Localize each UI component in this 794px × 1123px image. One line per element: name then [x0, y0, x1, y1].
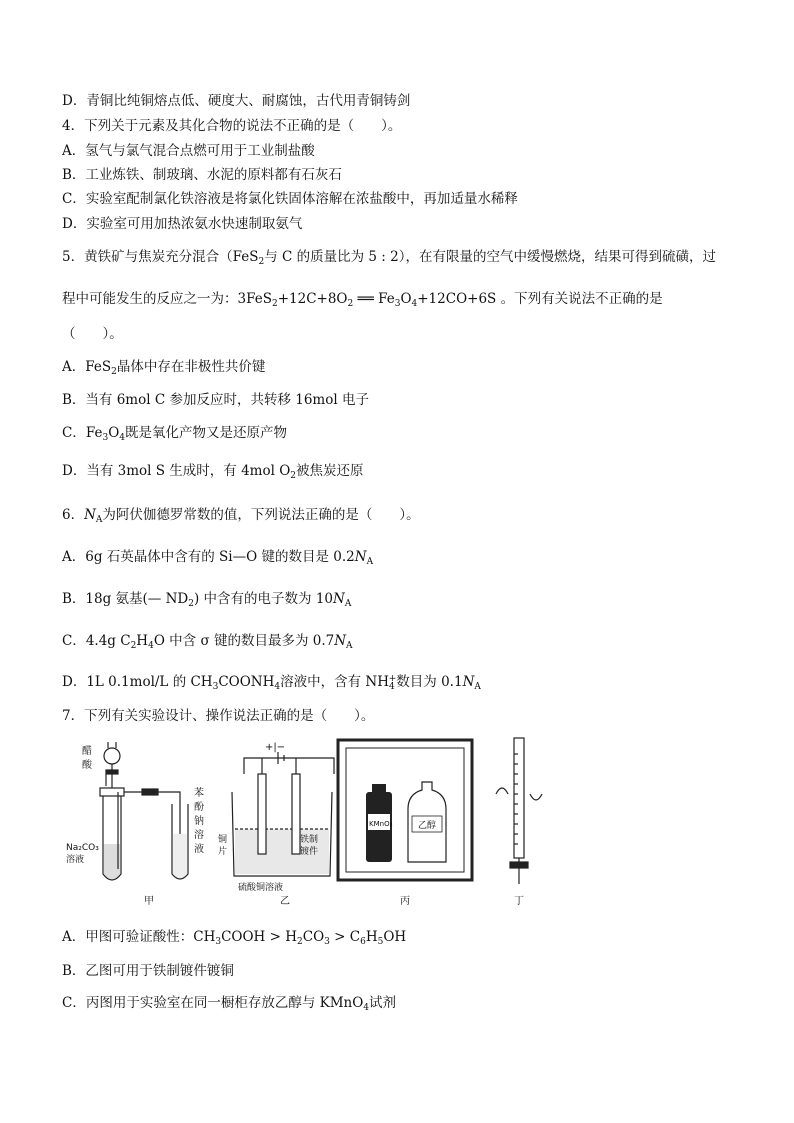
svg-text:苯: 苯	[194, 788, 204, 799]
option-4b: B．工业炼铁、制玻璃、水泥的原料都有石灰石	[62, 167, 342, 183]
option-4d-prev: D．青铜比纯铜熔点低、硬度大、耐腐蚀，古代用青铜铸剑	[62, 93, 411, 109]
svg-text:铁制: 铁制	[300, 835, 319, 845]
label-kmno4: KMnO₄	[369, 820, 393, 828]
question-4: 4．下列关于元素及其化合物的说法不正确的是（ ）。	[62, 118, 402, 134]
caption-bing: 丙	[400, 896, 410, 907]
label-ethanol: 乙醇	[418, 821, 437, 831]
option-5a: A．FeS$_2$晶体中存在非极性共价键	[62, 359, 266, 377]
svg-text:酚: 酚	[194, 802, 204, 813]
svg-text:酸: 酸	[82, 760, 92, 771]
option-4d: D．实验室可用加热浓氨水快速制取氨气	[62, 216, 303, 232]
option-7c: C．丙图用于实验室在同一橱柜存放乙醇与 KMnO$_4$试剂	[62, 995, 397, 1013]
svg-text:溶: 溶	[194, 830, 204, 841]
question-7: 7．下列有关实验设计、操作说法正确的是（ ）。	[62, 708, 375, 724]
option-7b: B．乙图可用于铁制镀件镀铜	[62, 963, 234, 979]
svg-text:液: 液	[194, 844, 204, 855]
svg-text:+|−: +|−	[265, 742, 286, 753]
experiment-figure	[62, 734, 562, 916]
option-7a: A．甲图可验证酸性：$CH_3COOH > H_2CO_3 > C_6H_5OH$	[62, 929, 407, 947]
option-6d: D．1L 0.1mol/L 的 $CH_3COONH_4$溶液中，含有 $NH_4^+$数目为 $0.1N_A$	[62, 674, 481, 692]
apparatus-yi	[232, 752, 334, 876]
svg-text:片: 片	[218, 847, 228, 857]
option-6b: B．18g 氨基(— $ND_2$) 中含有的电子数为 $10N_A$	[62, 591, 352, 609]
option-5c: C．$Fe_3O_4$既是氧化产物又是还原产物	[62, 425, 287, 443]
svg-text:醋: 醋	[82, 746, 92, 757]
question-5-line3: （ ）。	[62, 326, 123, 342]
svg-text:铜: 铜	[218, 835, 228, 845]
label-na2co3: Na₂CO₃	[66, 843, 99, 853]
apparatus-bing	[338, 740, 472, 880]
caption-jia: 甲	[144, 896, 154, 907]
option-5d: D．当有 3mol S 生成时，有 4mol $O_2$被焦炭还原	[62, 463, 364, 481]
option-6a: A．6g 石英晶体中含有的 Si—O 键的数目是 $0.2N_A$	[62, 549, 374, 567]
option-4c: C．实验室配制氯化铁溶液是将氯化铁固体溶解在浓盐酸中，再加适量水稀释	[62, 191, 518, 207]
question-5-line2: 程中可能发生的反应之一为：$3FeS_2+12C+8O_2$ ══ $Fe_3O_4+12CO+6S$ 。下列有关说法不正确的是	[62, 291, 663, 309]
option-4a: A．氢气与氯气混合点燃可用于工业制盐酸	[62, 143, 315, 159]
option-6c: C．4.4g $C_2H_4O$ 中含 σ 键的数目最多为 $0.7N_A$	[62, 633, 353, 651]
apparatus-jia	[100, 742, 188, 880]
question-6: 6．$N_A$为阿伏伽德罗常数的值，下列说法正确的是（ ）。	[62, 507, 420, 525]
label-solution: 溶液	[66, 855, 85, 865]
caption-yi: 乙	[280, 896, 290, 907]
label-cuso4: 硫酸铜溶液	[238, 883, 284, 893]
svg-text:钠: 钠	[194, 816, 204, 827]
option-5b: B．当有 6mol C 参加反应时，共转移 16mol 电子	[62, 392, 369, 408]
caption-ding: 丁	[514, 896, 524, 907]
apparatus-ding	[496, 738, 542, 884]
svg-text:镀件: 镀件	[300, 847, 319, 857]
question-5-line1: 5．黄铁矿与焦炭充分混合（FeS$_2$与 C 的质量比为 5 : 2），在有限量的空气中缓慢燃烧，结果可得到硫磺，过	[62, 249, 716, 267]
